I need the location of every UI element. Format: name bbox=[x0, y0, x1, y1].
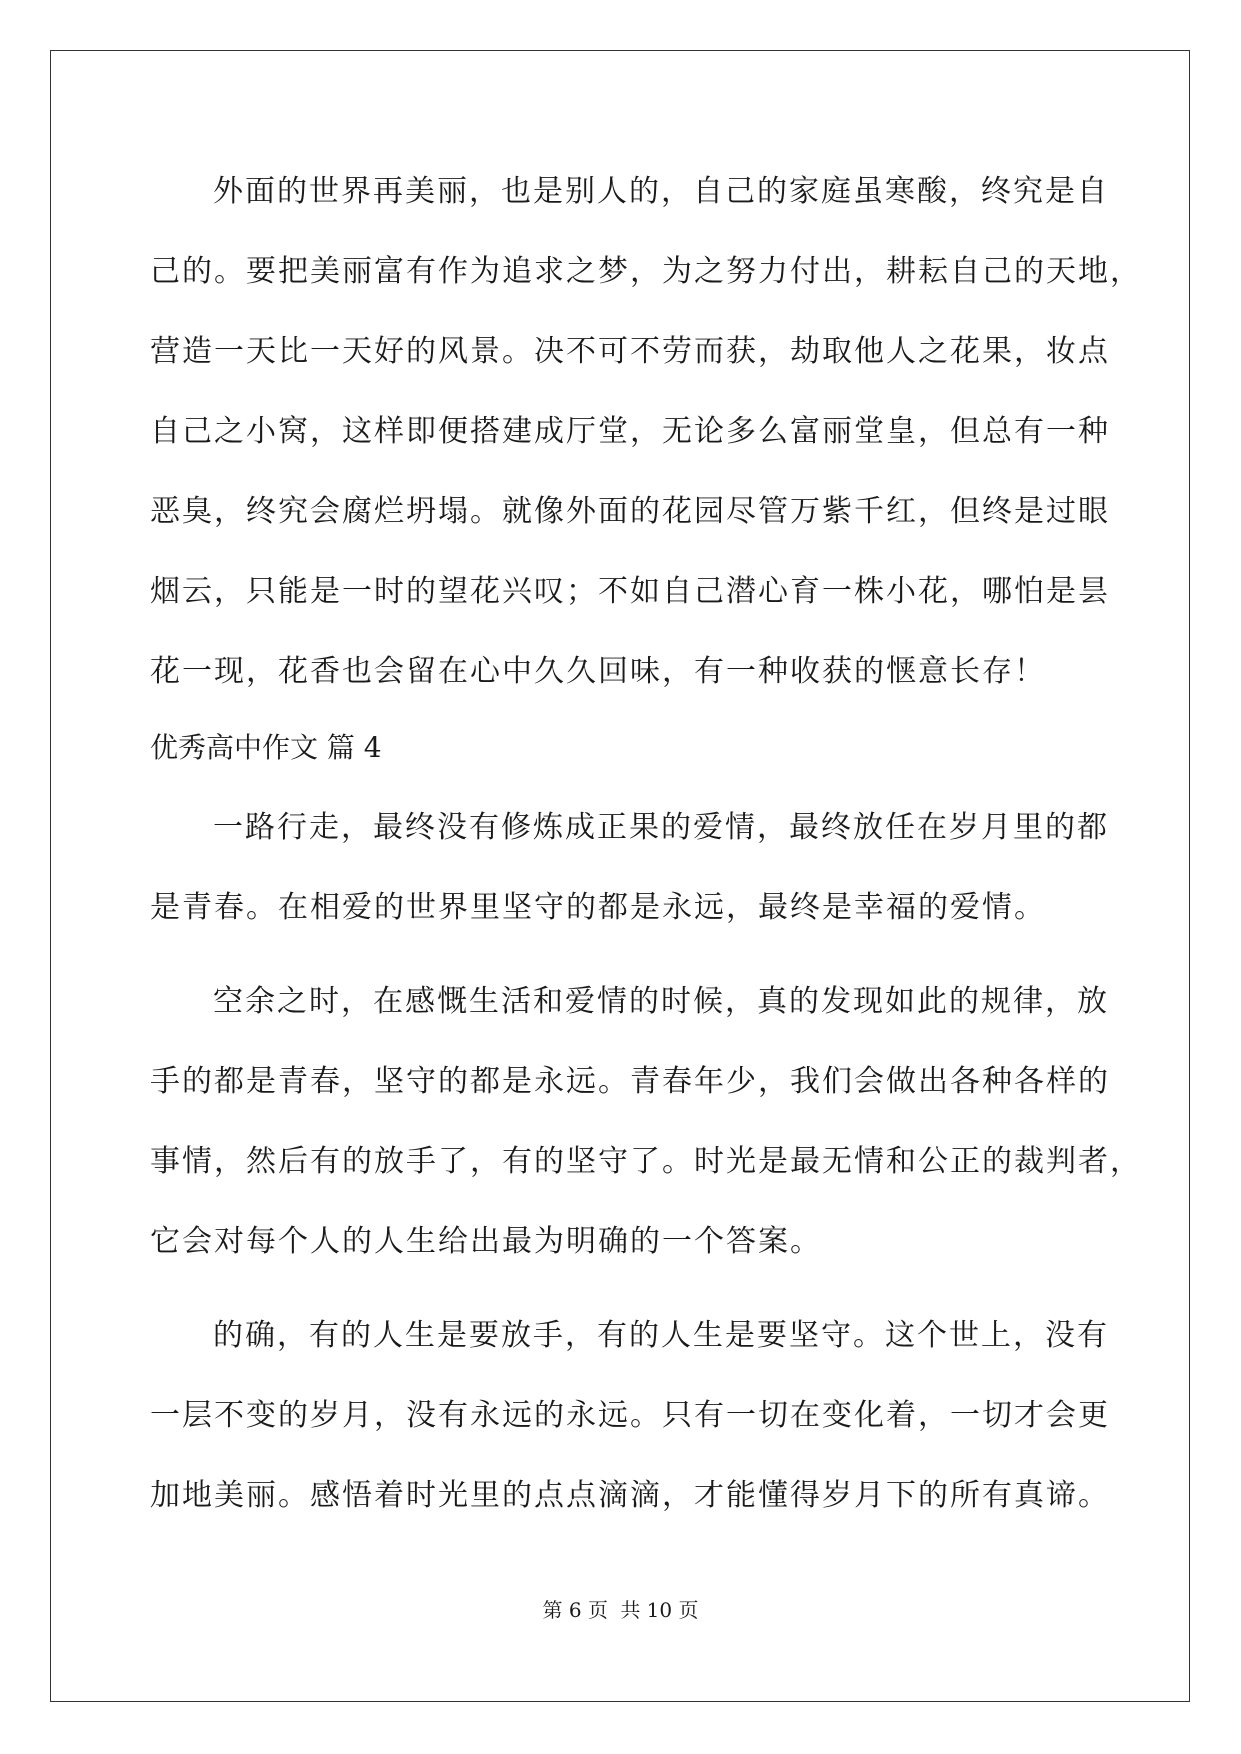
paragraph-line: 自己之小窝，这样即便搭建成厅堂，无论多么富丽堂皇，但总有一种 bbox=[150, 414, 1110, 449]
paragraph-line: 恶臭，终究会腐烂坍塌。就像外面的花园尽管万紫千红，但终是过眼 bbox=[150, 494, 1110, 529]
page-border bbox=[50, 50, 1190, 1702]
page-footer bbox=[0, 1597, 1241, 1623]
paragraph-line: 事情，然后有的放手了，有的坚守了。时光是最无情和公正的裁判者， bbox=[150, 1144, 1142, 1179]
paragraph-line: 加地美丽。感悟着时光里的点点滴滴，才能懂得岁月下的所有真谛。 bbox=[150, 1478, 1110, 1513]
paragraph-line: 它会对每个人的人生给出最为明确的一个答案。 bbox=[150, 1224, 822, 1259]
paragraph-line: 外面的世界再美丽，也是别人的，自己的家庭虽寒酸，终究是自 bbox=[213, 174, 1109, 209]
paragraph-line: 空余之时，在感慨生活和爱情的时候，真的发现如此的规律，放 bbox=[213, 984, 1109, 1019]
section-heading: 优秀高中作文 篇 4 bbox=[150, 731, 382, 764]
page-total: 共 10 页 bbox=[620, 1598, 699, 1622]
paragraph-line: 手的都是青春，坚守的都是永远。青春年少，我们会做出各种各样的 bbox=[150, 1064, 1110, 1099]
paragraph-line: 营造一天比一天好的风景。决不可不劳而获，劫取他人之花果，妆点 bbox=[150, 334, 1110, 369]
paragraph-line: 烟云，只能是一时的望花兴叹；不如自己潜心育一株小花，哪怕是昙 bbox=[150, 574, 1110, 609]
paragraph-line: 是青春。在相爱的世界里坚守的都是永远，最终是幸福的爱情。 bbox=[150, 890, 1046, 925]
paragraph-line: 一层不变的岁月，没有永远的永远。只有一切在变化着，一切才会更 bbox=[150, 1398, 1110, 1433]
paragraph-line: 花一现，花香也会留在心中久久回味，有一种收获的惬意长存！ bbox=[150, 654, 1046, 689]
paragraph-line: 的确，有的人生是要放手，有的人生是要坚守。这个世上，没有 bbox=[213, 1318, 1109, 1353]
page-number: 第 6 页 bbox=[542, 1598, 608, 1622]
paragraph-line: 一路行走，最终没有修炼成正果的爱情，最终放任在岁月里的都 bbox=[213, 810, 1109, 845]
paragraph-line: 己的。要把美丽富有作为追求之梦，为之努力付出，耕耘自己的天地， bbox=[150, 254, 1142, 289]
